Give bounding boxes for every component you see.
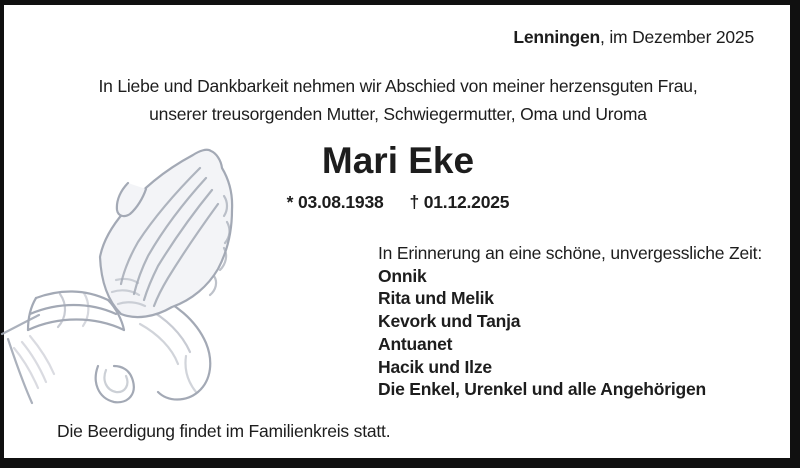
birth-date: * 03.08.1938 — [286, 192, 384, 212]
dateline-suffix: , im Dezember 2025 — [600, 27, 754, 47]
life-dates — [0, 192, 796, 213]
intro-line-1: In Liebe und Dankbarkeit nehmen wir Abschied von meiner herzensguten Frau, — [98, 76, 698, 96]
memory-block — [378, 242, 762, 401]
funeral-info: Die Beerdigung findet im Familienkreis statt. — [57, 421, 391, 441]
deceased-name: Mari Eke — [321, 140, 475, 181]
mourner-line: Hacik und Ilze — [378, 356, 492, 377]
mourner-line: Kevork und Tanja — [378, 311, 521, 332]
mourner-line: Die Enkel, Urenkel und alle Angehörigen — [378, 379, 707, 400]
intro-line-2: unserer treusorgenden Mutter, Schwiegermutter, Oma und Uroma — [149, 104, 647, 124]
mourner-line: Rita und Melik — [378, 288, 494, 309]
dateline — [513, 27, 754, 48]
memory-lead: In Erinnerung an eine schöne, unvergessliche Zeit: — [378, 243, 762, 263]
dateline-location: Lenningen — [513, 27, 601, 47]
intro-paragraph — [0, 72, 796, 128]
mourner-line: Antuanet — [378, 333, 453, 354]
death-date: † 01.12.2025 — [409, 192, 510, 212]
mourner-line: Onnik — [378, 265, 427, 286]
